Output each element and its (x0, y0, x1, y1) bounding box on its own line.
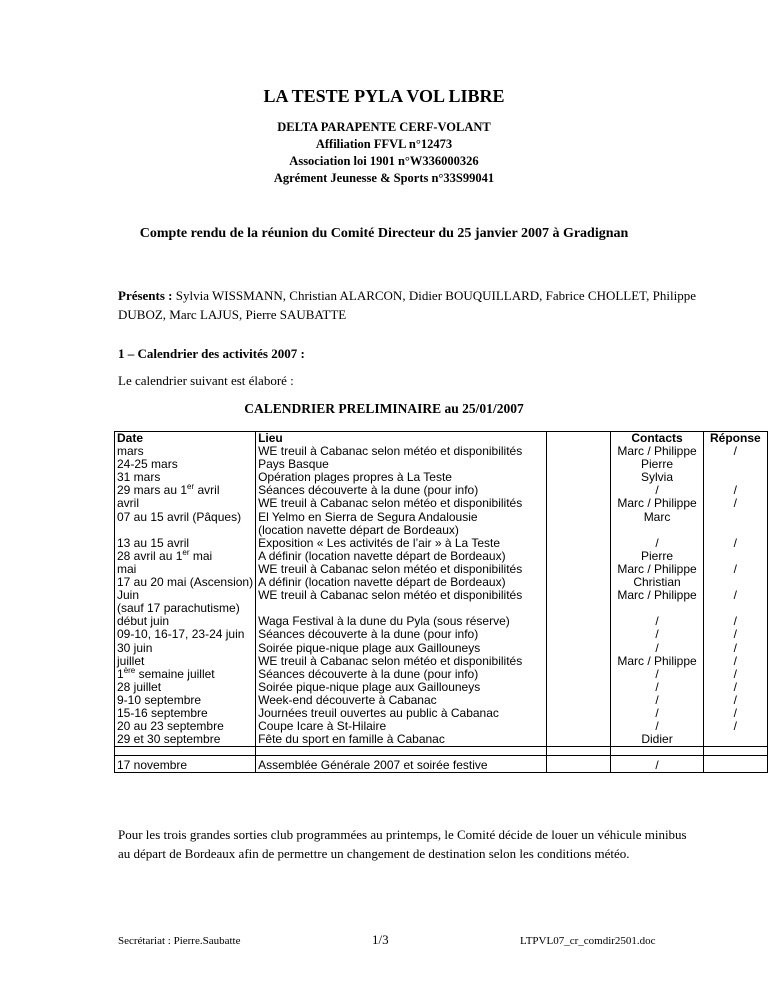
date-line: 24-25 mars (117, 457, 178, 472)
lieu-line: Soirée pique-nique plage aux Gaillouneys (258, 640, 481, 655)
contact-line: / (655, 640, 659, 655)
contact-line: Marc (643, 509, 671, 524)
reponse-line: / (733, 535, 738, 550)
contacts-column (611, 445, 703, 747)
contact-line: / (655, 719, 659, 734)
contact-line: / (655, 705, 659, 720)
lieu-line: Séances découverte à la dune (pour info) (258, 627, 479, 642)
section-heading-calendar: 1 – Calendrier des activités 2007 : (118, 346, 305, 361)
lieu-line: Soirée pique-nique plage aux Gaillouneys (258, 679, 481, 694)
header-contacts: Contacts (611, 432, 703, 446)
date-line: 31 mars (117, 470, 161, 485)
reponse-line: / (733, 679, 738, 694)
date-line: juillet (117, 653, 145, 668)
lieu-line: Week-end découverte à Cabanac (258, 692, 437, 707)
lieu-line: WE treuil à Cabanac selon météo et disponibilités (258, 588, 523, 603)
table-header-row (115, 432, 768, 446)
contact-line: Marc / Philippe (617, 444, 697, 459)
lieu-line: Séances découverte à la dune (pour info) (258, 666, 479, 681)
date-line: 09-10, 16-17, 23-24 juin (117, 627, 245, 642)
date-line: 28 juillet (117, 679, 162, 694)
minibus-paragraph: Pour les trois grandes sorties club programmées au printemps, le Comité décide de louer un véhicule minibus au départ de Bordeaux afin de permettre un changement de destination selon les conditions météo. (118, 827, 687, 861)
reponse-column (703, 445, 767, 747)
reponse-line: / (733, 640, 738, 655)
reponse-line: / (733, 692, 738, 707)
header-lieu: Lieu (256, 432, 547, 446)
date-line (117, 547, 253, 563)
reponse-line: / (733, 653, 738, 668)
contact-line: Pierre (641, 457, 674, 472)
attendees-label: Présents : (118, 288, 173, 303)
contact-line (613, 524, 700, 537)
contact-line: / (655, 692, 659, 707)
date-text: 28 avril au 1 (117, 548, 183, 563)
date-column (115, 445, 256, 747)
calendar-intro: Le calendrier suivant est élaboré : (118, 373, 294, 388)
reponse-line: / (733, 496, 738, 511)
date-line: Juin (117, 588, 140, 603)
reponse-line (706, 511, 765, 524)
final-lieu: Assemblée Générale 2007 et soirée festive (256, 756, 547, 773)
final-date: 17 novembre (115, 756, 256, 773)
date-line: mai (117, 561, 137, 576)
club-association: Association loi 1901 n°W336000326 (289, 154, 479, 168)
header-gap (547, 432, 611, 446)
reponse-line: / (733, 719, 738, 734)
lieu-line: WE treuil à Cabanac selon météo et disponibilités (258, 444, 523, 459)
lieu-line: WE treuil à Cabanac selon météo et disponibilités (258, 496, 523, 511)
contact-line: Marc / Philippe (617, 588, 697, 603)
date-text: 1 (117, 666, 124, 681)
table-row (115, 756, 768, 773)
lieu-line: Séances découverte à la dune (pour info) (258, 483, 479, 498)
club-affiliation: Affiliation FFVL n°12473 (315, 137, 453, 151)
spacer-cell (703, 747, 767, 756)
date-superscript: er (182, 547, 190, 557)
contact-line: / (655, 535, 659, 550)
date-line: (sauf 17 parachutisme) (117, 601, 240, 616)
date-line: mars (117, 444, 144, 459)
reponse-line: / (733, 614, 738, 629)
lieu-column (256, 445, 547, 747)
gap-column (547, 445, 611, 747)
club-disciplines: DELTA PARAPENTE CERF-VOLANT (277, 120, 491, 134)
contact-line: / (655, 614, 659, 629)
final-contacts: / (611, 756, 703, 773)
date-line: 13 au 15 avril (117, 535, 190, 550)
lieu-line: Exposition « Les activités de l’air » à La Teste (258, 535, 500, 550)
date-line: 20 au 23 septembre (117, 719, 224, 734)
date-text: semaine juillet (135, 666, 215, 681)
reponse-line (706, 550, 765, 563)
final-reponse (703, 756, 767, 773)
reponse-line (706, 733, 765, 746)
table-row (115, 445, 768, 747)
reponse-line (706, 524, 765, 537)
lieu-line: Waga Festival à la dune du Pyla (sous réserve) (258, 614, 510, 629)
contact-line: / (655, 666, 659, 681)
reponse-line: / (733, 483, 738, 498)
lieu-line: Opération plages propres à La Teste (258, 470, 452, 485)
reponse-line: / (733, 561, 738, 576)
date-superscript: ère (123, 665, 136, 675)
header-reponse: Réponse (703, 432, 767, 446)
contact-line: Didier (641, 732, 673, 747)
header-date: Date (115, 432, 256, 446)
final-gap (547, 756, 611, 773)
lieu-line: (location navette départ de Bordeaux) (258, 522, 459, 537)
reponse-line: / (733, 666, 738, 681)
lieu-line: Coupe Icare à St-Hilaire (258, 719, 387, 734)
contact-line: Marc / Philippe (617, 561, 697, 576)
date-superscript: er (187, 482, 195, 492)
date-line (117, 524, 253, 537)
spacer-cell (115, 747, 256, 756)
lieu-line: El Yelmo en Sierra de Segura Andalousie (258, 509, 478, 524)
date-line: 30 juin (117, 640, 153, 655)
date-line: 9-10 septembre (117, 692, 202, 707)
date-text: 29 mars au 1 (117, 483, 188, 498)
date-line: 07 au 15 avril (Pâques) (117, 509, 242, 524)
contact-line: / (655, 483, 659, 498)
spacer-cell (256, 747, 547, 756)
club-agrement: Agrément Jeunesse & Sports n°33S99041 (273, 171, 495, 185)
footer-page-number: 1/3 (372, 932, 389, 947)
contact-line: Marc / Philippe (617, 496, 697, 511)
lieu-line: A définir (location navette départ de Bordeaux) (258, 548, 506, 563)
date-line: 17 au 20 mai (Ascension) (117, 575, 254, 590)
reponse-line: / (733, 588, 738, 603)
contact-line: Sylvia (641, 470, 674, 485)
footer-filename: LTPVL07_cr_comdir2501.doc (520, 935, 656, 947)
meeting-title: Compte rendu de la réunion du Comité Directeur du 25 janvier 2007 à Gradignan (139, 226, 629, 241)
lieu-line: Pays Basque (258, 457, 329, 472)
attendees-paragraph (118, 286, 718, 324)
spacer-cell (547, 747, 611, 756)
contact-line: / (655, 627, 659, 642)
reponse-line: / (733, 627, 738, 642)
club-title: LA TESTE PYLA VOL LIBRE (263, 86, 505, 106)
contact-line: Christian (633, 575, 681, 590)
date-line: 29 et 30 septembre (117, 732, 221, 747)
date-text: mai (189, 548, 213, 563)
reponse-line: / (733, 444, 738, 459)
table-spacer-row (115, 747, 768, 756)
date-line: avril (117, 496, 140, 511)
lieu-line: Journées treuil ouvertes au public à Cabanac (258, 705, 499, 720)
footer-secretariat: Secrétariat : Pierre.Saubatte (118, 935, 241, 947)
contact-line: / (655, 679, 659, 694)
lieu-line: A définir (location navette départ de Bordeaux) (258, 575, 506, 590)
lieu-line: WE treuil à Cabanac selon météo et disponibilités (258, 561, 523, 576)
calendar-title: CALENDRIER PRELIMINAIRE au 25/01/2007 (244, 401, 524, 416)
date-line: 15-16 septembre (117, 705, 208, 720)
contact-line: Pierre (641, 548, 674, 563)
date-line (117, 665, 253, 681)
lieu-line: WE treuil à Cabanac selon météo et disponibilités (258, 653, 523, 668)
reponse-line: / (733, 705, 738, 720)
spacer-cell (611, 747, 703, 756)
date-line: début juin (117, 614, 170, 629)
lieu-line: Fête du sport en famille à Cabanac (258, 732, 445, 747)
contact-line: Marc / Philippe (617, 653, 697, 668)
calendar-table (114, 431, 768, 773)
attendees-names: Sylvia WISSMANN, Christian ALARCON, Didier BOUQUILLARD, Fabrice CHOLLET, Philippe DUBOZ, Marc LAJUS, Pierre SAUBATTE (118, 288, 696, 322)
date-text: avril (194, 483, 220, 498)
